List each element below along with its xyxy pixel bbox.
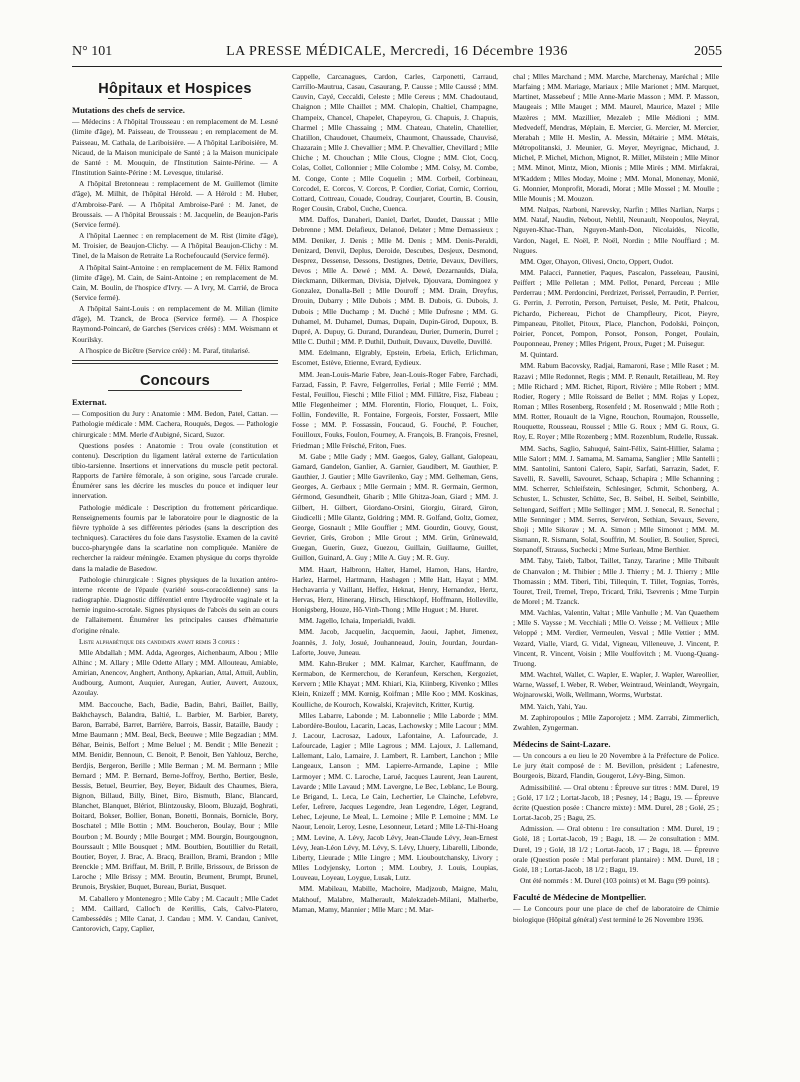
paragraph: A l'hôpital Saint-Louis : en remplacement de M. Milian (limite d'âge), M. Tzanck, de Broca (Service fermé). — A l'hospice Raymond-Poincaré, de Garches (Services créés) : MM. Weismann et Kourilsky. bbox=[72, 304, 278, 344]
paragraph: M. Caballero y Montenegro ; Mlle Caby ; M. Cacault ; Mlle Cadet ; MM. Caillard, Calloc'h de Kerillis, Cals, Calvo-Platero, Cambessédès ; Mlle Canat, J. Candau ; MM. V. Candau, Canivet, Cantorovich, Capy, Caplier, bbox=[72, 893, 278, 934]
paragraph: MM. Palacci, Pannetier, Paques, Pascalon, Passeleau, Pausini, Peiffert ; Mlle Pelletan ; MM. Pellot, Penard, Perceau ; Mlle Perderrau ; MM. Perdoncini, Perdrizet, Perissel, Perraudin, P. Perrier, G. Perrin, J. Perrotin, Person, Pertuiset, Pesle, M. Petit, Phalcou, Pichardo, Pichereau, Pichot de Champfleury, Picot, Pieyre, Pimpaneau, Pitollet, Pitoux, Place, Planchon, Podolski, Poinçon, Poirier, Poncet, Pompon, Ponsot, Ponson, Ponget, Poulain, Pouponneau, Preney ; Mlles Prigent, Proux, Puget ; M. Puisegur. bbox=[513, 267, 719, 349]
section-title-hopitaux: Hôpitaux et Hospices bbox=[98, 81, 252, 97]
paragraph: MM. Edelmann, Elgrably, Epstein, Erbeia, Erlich, Erlichman, Escomet, Estève, Etienne, Evrard, Eydieux. bbox=[292, 348, 498, 368]
paragraph: MM. Daffos, Danaheri, Daniel, Darlet, Daudet, Daussat ; Mlle Debrenne ; MM. Delafieux, Delanoé, Delater ; Mme Demassieux ; MM. Deniker, J. Denis ; Mlle M. Denis ; MM. Denis-Peraldi, Denizard, Denvil, Deplus, Deroide, Descubes, Desjeux, Desmond, Desprez, Dessense, Dessons, Destignes, Detrie, Devaux, Devillers, Devos ; Mlle A. Dewé ; MM. A. Dewé, Dezarnaulds, Diala, Dieckmann, Dilkerman, Divisia, Djelvek, Djouvara, Domingoez y Gonzalez, Donalla-Bell ; Mlle Douroff ; MM. Drain, Dreyfus, Drouin, Dubarry ; Mlle Dubois ; MM. B. Dubois, G. Dubois, J. Dubois ; Mlle Duchamp ; M. Duché ; Mlle Dufresne ; MM. G. Duhamel, M. Duhamel, Dumas, Dupain, Dupin-Girod, Dupoux, B. Dupré, A. Dupuy, G. Durand, Durandeau, Durier, Durnerin, Durrel ; Mlle C. Duthil ; MM. P. Duthil, Duthuit, Duvaux, Duvelle, Duvillé. bbox=[292, 215, 498, 347]
paragraph: Mlles Labarre, Labonde ; M. Labonnelie ; Mlle Laborde ; MM. Labordère-Boulou, Lacarin, Lacas, Lachowsky ; Mlle Lacour ; MM. J. Lacour, Lacrosaz, Ladoux, Lafontaine, A. Lafourcade, J. Lafourcade, Lagier ; Mlle Lagrous ; MM. Lajoux, J. Lallemand, Lallemant, Lalo, Lamaire, J. Lambert, R. Lambert, Lanchon ; Mlle Langeaux, Lanson ; MM. Lapierre-Armande, Lapine ; Mlle Larmoyer ; MM. C. Laroche, Larué, Jacques Laurent, Jean Laurent, Lavarde ; Mlle Lavaud ; MM. Lavergne, Le Bec, Leblanc, Le Bourg, Le Brigand, L. Leca, Le Cain, Lechertier, Le Clainche, Lefebvre, Lefer, Lefrere, Jacques Legendre, Jean Legendre, Léger, Legrand, Lehec, Lejeune, Le Meal, L. Lemoine ; Mlle P. Lemoine ; MM. Le Naour, Lenoir, Leroy, Lesne, Lesonneur, Letard ; Mlle Lê-Thi-Hoang ; MM. Levine, A. Lévy, Jacob Lévy, Jean-Claude Lévy, Jean-Ernest Lévy, Jean-Léon Lévy, M. Lévy, S. Lévy, Lhuery, Libarelli, Libonde, Liberty, Lieurade ; Mlle Lingre ; MM. Liouboutchansky, Livory ; Mlles Lodyjensky, Lorton ; MM. Loubry, J. Louis, Loupias, Louveau, Loyeau, Loygue, Lusak, Lutz. bbox=[292, 710, 498, 883]
subsection-mutations bbox=[72, 105, 278, 115]
paragraph: MM. Jacob, Jacquelin, Jacquemin, Jaoui, Japhet, Jimenez, Joannès, J. Joly, Josué, Jouhanneaud, Jouin, Jourdan, Jourdan-Laforte, Jouve, Juneau. bbox=[292, 627, 498, 657]
page-header bbox=[72, 44, 722, 66]
paragraph: MM. Wachtel, Wallet, C. Wapler, E. Wapler, J. Wapler, Wareollier, Warne, Wassef, I. Weber, R. Weber, Weintraud, Weinlandt, Weyrgain, Wojnarowski, Wolk, Wellmann, Worms, Wurbstat. bbox=[513, 670, 719, 700]
paragraph: — Le Concours pour une place de chef de laboratoire de Chimie biologique (Hôpital général) s'est terminé le 26 Novembre 1936. bbox=[513, 904, 719, 924]
paragraph: A l'hôpital Laennec : en remplacement de M. Rist (limite d'âge), M. Troisier, de Beaujon-Clichy. — A l'hôpital Beaujon-Clichy : M. Tinel, de la Maison de Retraite La Rochefoucauld (Service fermé). bbox=[72, 231, 278, 261]
paragraph: Liste alphabétique des candidats ayant remis 3 copies : bbox=[79, 636, 240, 646]
paragraph: M. Gabe ; Mlle Gady ; MM. Gaegos, Galey, Gallant, Galopeau, Gamard, Gandelon, Ganlier, A. Garnier, Gaudibert, M. Gauthier, P. Gauthier, J. Gautier ; Mlle Gavrilenko, Gay ; MM. Gelheman, Gens, Georges, A. Gerbaux ; Mlle Germain ; MM. R. Germain, Germon, Gérmond, Gesundheit, Gharib ; Mlle Ghitza-Joan, Giard ; MM. J. Gilbert, H. Gilbert, Giordano-Orsini, Giorgiu, Girard, Giron, Giudicelli ; Mlle Glantz, Goldring ; MM. R. Golfand, Goltz, Gomez, George, Gosnault ; Mlle Gouffier ; MM. Gourdin, Gouvy, Goust, Gevrier, Grès, Grobon ; Mlle Grout ; MM. Grün, Grünewald, Guegan, Guerin, Guez, Guezou, Guillain, Guillaume, Guillet, Guillon, Guinard, A. Guy ; Mlle A. Guy ; M. R. Guy. bbox=[292, 451, 498, 563]
paragraph: Pathologie médicale : Description du frottement péricardique. Renseignements fournis par le laboratoire pour le diagnostic de la fièvre typhoïde à ses différentes périodes (sans la description des techniques). Caractères du foie dans l'asystolie. Examen de la cavité bucco-pharyngée dans la scarlatine non compliquée. Manière de rechercher la raideur méningée. Examen physique du corps thyroïde dans la maladie de Basedow. bbox=[72, 502, 278, 573]
paragraph: MM. Yaich, Yahi, Yau. bbox=[520, 701, 588, 711]
paragraph: — Un concours a eu lieu le 20 Novembre à la Préfecture de Police. Le jury était composé de : M. Bevillon, président ; Lafenestre, Bourgeois, Bizard, Flandin, Gougerot, Lévy-Bing, Simon. bbox=[513, 751, 719, 781]
column-2 bbox=[292, 72, 498, 1077]
paragraph: A l'hôpital Bretonneau : remplacement de M. Guillemot (limite d'âge), M. Milhit, de l'hôpital Hérold. — A Hérold : M. Huber, d'Ambroise-Paré. — A l'hôpital Ambroise-Paré : M. Janet, de Broussais. — A l'hôpital Broussais : M. Jacquelin, de Beaujon-Paris (Service fermé). bbox=[72, 179, 278, 229]
page-number-right: 2055 bbox=[694, 44, 722, 59]
paragraph: MM. Oger, Ohayon, Olivesi, Oncto, Oppert, Oudot. bbox=[520, 256, 674, 266]
paragraph: MM. Jagello, Ichaia, Imperialdi, Ivaldi. bbox=[299, 616, 416, 626]
paragraph: chal ; Mlles Marchand ; MM. Marche, Marchenay, Maréchal ; Mlle Marfaing ; MM. Mariage, Mariaux ; Mlle Marionet ; MM. Marquet, Martinet, Massebeuf ; Mlle Anne-Marie Masson ; MM. P. Masson, Maugeais ; Mlle Mauget ; MM. Maurel, Maurice, Mazel ; Mlle Mazères ; MM. Mazillier, Mezaleb ; Mlle Médioni ; MM. Medvedeff, Mendras, Méplain, E. Mercier, G. Mercier, M. Mercier, Merabah ; Mlle H. Meslin, A. Messin, Métairie ; MM. Métais, Métropolitanski, J. Meunier, G. Meyer, Meyrignac, Michaud, J. Michel, P. Michel, Michon, Mignot, R. Millet, Milstein ; Mlle Minor ; MM. Minot, Mintz, Mion, Mionis ; Mlle Mirès ; MM. Mirfakrai, M'Kaddem ; Mlles Moday, Moine ; MM. Monal, Monenay, Monié, G. Monnier, Monprofit, Moradi, Morat ; Mlle Mossel ; M. Moulle ; Mlle Mounis ; M. Mouzon. bbox=[513, 72, 719, 203]
paragraph: M. Zaphiropoulos ; Mlle Zaporojetz ; MM. Zarrabi, Zimmerlich, Zwahlen, Zyngerman. bbox=[513, 712, 719, 732]
mutations-heading: Mutations des chefs de service. bbox=[72, 105, 185, 116]
paragraph: Pathologie chirurgicale : Signes physiques de la luxation antéro-interne récente de l'épaule (variété sous-coracoïdienne) sans la radiographie. Diagnostic différentiel entre l'hydrocèle vaginale et la hernie inguino-scrotale. Signes physiques de l'abcès du sein au cours de l'allaitement. Énumérer les principales causes d'hématurie d'origine rénale. bbox=[72, 574, 278, 635]
subsection-externat bbox=[72, 397, 278, 407]
paragraph: MM. Haart, Halbronn, Halter, Hamel, Hamon, Hans, Hardre, Harlez, Harmel, Hartmann, Hashagen ; Mlle Hatt, Hayat ; MM. Hechavarria y Vaillant, Heffez, Heknat, Henry, Hernandez, Hertz, Hervas, Herz, Hinerang, Hirsch, Hirschkopf, Hoffmann, Holleville, Honigsberg, Houze, Hô-Vinh-Thong ; Mlle Huguet ; M. Huret. bbox=[292, 564, 498, 615]
paragraph: MM. Nalpas, Narboni, Narevsky, Narfin ; Mlles Narlian, Narps ; MM. Nataf, Naudin, Nebout, Nehlil, Neunault, Neopoulos, Neyral, Nguyen-Khac-Than, Nguyen-Manh-Don, Nicolaidès, Nicolle, Vardon, Nagel, E. Noël, P. Noël, Nordin ; Mlle Nouffiard ; M. Nugues. bbox=[513, 205, 719, 255]
paragraph: Cappelle, Carcanagues, Cardon, Carles, Carponetti, Carraud, Carrillo-Mautrua, Casau, Casaurang, P. Causse ; Mlle Caussé ; MM. Cauvin, Cayé, Ceccaldi, Celeste ; Mlle Cereus ; MM. Chadoutaud, Chaignon ; Mlle Chaillet ; MM. Chalopin, Chaltiel, Champagne, Champeix, Chancel, Chapelet, Chapeyrou, G. Chapuis, J. Chapuis, Charmel ; Mlle Chassaing ; MM. Chateau, Chatelin, Chatellier, Chatillon, Chaudouet, Chaumeix, Chaumont, Chaussade, Chauvisé, Chazarain ; Mlle J. Chevallier ; MM. P. Chevallier, Chevillard ; Mlle Chiche ; M. Chouchan ; Mlle Clous, Clogne ; MM. Clot, Cocq, Colas, Collet, Collonnier ; Mlle Colombe ; MM. Colsy, M. Combe, M. Conge, Conte ; Mlle Coquelin ; MM. Corbeil, Corbineau, Corcodel, E. Corcos, V. Corcos, P. Cordier, Coriat, Cornic, Corriou, Cottard, Cottreau, Couade, Coudray, Courjaret, Courtin, B. Cousin, Roger Cousin, Crabol, Cuche, Cuenca. bbox=[292, 72, 498, 214]
paragraph: MM. Taby, Taieb, Talbot, Taillet, Tanzy, Tararine ; Mlle Thibault de Chanvalon ; M. Thibier ; Mlle J. Thierry ; M. J. Thierry ; Mlle Thomassin ; MM. Tiberi, Tibi, Tillequin, T. Tillet, Tognias, Torrès, Touret, Treil, Tremel, Trepo, Tricard, Triki, Tsevrenis ; Mme Turpin de Morel ; M. Tzanck. bbox=[513, 556, 719, 606]
paragraph: Admissibilité. — Oral obtenu : Épreuve sur titres : MM. Durel, 19 ; Golé, 17 1/2 ; Lortat-Jacob, 18 ; Pesney, 14 ; Bagu, 19. — Épreuve écrite (Question posée : Chancre mixte) : MM. Durel, 28 ; Golé, 25 ; Lortat-Jacob, 25 ; Bagu, 25. bbox=[513, 782, 719, 823]
section-underline bbox=[108, 98, 242, 99]
paragraph: MM. Vachlas, Valentin, Valtat ; Mlle Vanhulle ; M. Van Quaethem ; Mlle S. Vaysse ; M. Vecchiali ; Mlle O. Veisse ; M. Vellieux ; Mlle Veloppé ; MM. Verdier, Vermeulen, Vesval ; Mlle Vettier ; MM. Vezard, Vialle, Viard, G. Vidal, Vigneau, Villeneuve, J. Vincent, P. Vincent, R. Vincent, Voisin ; Mlle Voulfovitch ; M. Vuong-Quang-Truong. bbox=[513, 608, 719, 668]
paragraph: Ont été nommés : M. Durel (103 points) et M. Bagu (99 points). bbox=[520, 876, 710, 886]
paragraph: — Médecins : A l'hôpital Trousseau : en remplacement de M. Lesné (limite d'âge), M. Paisseau, de Trousseau ; en remplacement de M. Paisseau, M. Cathala, de Lariboisière. — A l'hôpital Lariboisière, M. Nicaud, de la Maison municipale de Santé ; à la Maison municipale de Santé : M. Mouquin, de l'Institution Sainte-Périne. — A l'Institution Sainte-Périne : M. Levesque, titularisé. bbox=[72, 117, 278, 178]
paragraph: Questions posées : Anatomie : Trou ovale (constitution et contenu). Description du ligament latéral externe de l'articulation tibio-tarsienne. Insertions et innervations du muscle petit pectoral. Rapports de l'artère fémorale, à son origine, sous l'arcade crurale. Énumérer sans les décrire les muscles du pouce et indiquer leur innervation. bbox=[72, 440, 278, 501]
paragraph: MM. Jean-Louis-Marie Fabre, Jean-Louis-Roger Fabre, Farchadi, Farzad, Fassin, P. Favre, Felgerrolles, Ferial ; Mlle Ferrié ; MM. Festal, Feuillou, Fieschi ; Mlle Filiol ; MM. Fillâtre, Fisz, Flabeau ; Mlle Flegenheimer ; MM. Florentin, Florio, Flouquet, L. Foix, Follin, Fondeville, R. Fontaine, Forgeois, Forster, Fossaert, Mlle Fosse ; MM. P. Fossassin, Foucaud, G. Fouché, P. Foucher, Fouilloux, Fouks, Foulon, Fourney, A. François, B. François, Fresnel, Friedman ; Mlle Frèsché, Friton, Fues. bbox=[292, 369, 498, 450]
externat-heading: Externat. bbox=[72, 397, 107, 408]
paragraph: Mlle Abdallah ; MM. Adda, Ageorges, Aichenbaum, Albou ; Mlle Alhinc ; M. Allary ; Mlle Odette Allary ; MM. Allouteau, Amiable, Amirian, Anencov, Anghert, Anthony, Apkarian, Attal, Attuil, Aublin, Audbourg, Aumont, Auquier, Auregan, Autier, Auvert, Auzoux, Azoulay. bbox=[72, 647, 278, 698]
paragraph: MM. Rabum Bacovsky, Radjai, Ramaroni, Rase ; Mlle Raset ; M. Razavi ; Mlle Redonnet, Regis ; MM. P. Renault, Retailleau, M. Rey ; Mlle Richard ; MM. Richet, Riport, Rivière ; Mlle Robert ; MM. Rodier, Rogery ; Mlle Roissard de Bellet ; MM. Rojas y Lopez, Roman ; Mlles Rosenberg, Rosenfeld ; M. Rosenwald ; Mlle Roth ; MM. Rotter, Rouault de la Vigne, Rouchon, Roumajon, Rousselle, Rouquette, Rousseau, Roussel ; Mlle G. Roux ; MM G. Roux, G. Roy, E. Royer ; Mlle Rozenberg ; MM. Rozenblum, Rudelle, Russak. bbox=[513, 361, 719, 442]
paragraph: — Composition du Jury : Anatomie : MM. Bedon, Patel, Cattan. — Pathologie médicale : MM. Cachera, Rouquès, Degos. — Pathologie chirurgicale : MM. Merle d'Aubigné, Sicard, Suzor. bbox=[72, 409, 278, 439]
header-rule bbox=[72, 66, 722, 67]
montpellier-heading: Faculté de Médecine de Montpellier. bbox=[513, 892, 647, 903]
column-1 bbox=[72, 72, 278, 1077]
paragraph: MM. Baccouche, Bach, Badie, Badin, Bahri, Baillet, Bailly, Bakhchaysch, Balandra, Baltié, L. Barbier, M. Barbier, Barety, Baron, Barrabé, Barret, Barrière, Barrois, Bassir, Bataille, Baudy ; Mme Baumann ; MM. Beal, Beck, Beeuwe ; Mlle Begzadian ; MM. Béhar, Beinis, Belfort ; Mme Beluel ; M. Bendit ; Mlle Benezit ; MM. Benidir, Bennoun, C. Benoit, P. Benoit, Ben Yahlouz, Berche, Berdjis, Bergeron, Berille ; Mlle Berman ; M. M. Bermann ; Mlle Bernard ; MM. P. Bernard, Berne-Joffroy, Bertho, Bertier, Besle, Bessis, Betuel, Beurrier, Bey, Beyer, Bidault des Chaumes, Biera, Bignon, Billaud, Billy, Binet, Biro, Bismuth, Blanc, Blancard, Blanchet, Blanquet, Blériot, Blintzousky, Bloom, Bluzajd, Boghrati, Boitard, Bokser, Bollier, Bonan, Bonetti, Bonnais, Bornicle, Bory, Boschatel ; Mlle Bottin ; MM. Boucheron, Boulay, Bour ; Mlle Bourbon ; M. Bourdy ; Mlle Bourget ; MM. Bourgin, Bourgougnon, Bourssault ; Mlle Bousquet ; MM. Boutbien, Boutillier du Retail, Boutier, Boyer, J. Brac, A. Bracq, Braillon, Brami, Brandon ; Mlle Brenckle ; MM. Briffaut, M. Brill, P. Brille, Brissoux, de Brisson de Laroche ; Mlle Brissy ; MM. Broutin, Brument, Brumpt, Brunel, Brunois, Bryskier, Buquet, Bureau, Buriat, Busquet. bbox=[72, 699, 278, 892]
column-3 bbox=[513, 72, 719, 1077]
section-title-concours: Concours bbox=[139, 372, 211, 389]
paragraph: A l'hospice de Bicêtre (Service créé) : M. Paraf, titularisé. bbox=[79, 345, 250, 355]
subsection-saint-lazare bbox=[513, 739, 719, 749]
saint-lazare-heading: Médecins de Saint-Lazare. bbox=[513, 739, 611, 749]
paragraph: MM. Mabileau, Mabille, Machoire, Madjzoub, Maigne, Malu, Makhouf, Malabre, Malherault, Malekzadeh-Milani, Malherbe, Maman, Mamy, Mannier ; Mlle Marc ; M. Mar- bbox=[292, 884, 498, 914]
paragraph: MM. Sachs, Saglio, Sahuqué, Saint-Félix, Saint-Hillier, Salama ; Mlle Salort ; MM. J. Samama, M. Samama, Sanglier ; Mlle Santelli ; MM. Santolini, Santoni Calero, Sapir, Sarfati, Sarrazin, Sadet, F. Savelli, R. Savelli, Savouret, Schaap, Schapira ; Mlle Schanning ; MM. Scherrer, Schleifstein, Schlesinger, Schmit, Schonberg, A. Schuster, L. Schuster, Schütte, Sec, B. Seibel, H. Seibel, Seinbille, Seltengard, Seiffert ; Mlle Sellinger ; MM. J. Senecal, R. Senechal ; Mlle Senninger ; MM. Serres, Servéron, Sethian, Sevaux, Severe, Shoji ; Mlle Sikorav ; M. A. Simon ; Mlle Simonot ; MM. M. Sismann, R. Sismann, Solal, Souffrin, M. Soulier, B. Soulier, Spreci, Stepanoff, Strauss, Suchecki ; Mme Surleau, Mme Berthier. bbox=[513, 443, 719, 555]
section-divider bbox=[72, 360, 278, 364]
subsection-montpellier bbox=[513, 892, 719, 902]
page-number: N° 101 bbox=[72, 44, 113, 59]
paragraph: A l'hôpital Saint-Antoine : en remplacement de M. Félix Ramond (limite d'âge), M. Cain, de Saint-Antoine ; en remplacement de M. Cain, M. Boulin, de l'hospice d'Ivry. — A Ivry, M. Carrié, de Broca (Service fermé). bbox=[72, 262, 278, 302]
paragraph: Admission. — Oral obtenu : 1re consultation : MM. Durel, 19 ; Golé, 18 ; Lortat-Jacob, 19 ; Bagu, 18. — 2e consultation : MM. Durel, 19 ; Golé, 18 1/2 ; Lortat-Jacob, 17 ; Bagu, 18. — Épreuve orale (Question posée : Mal perforant plantaire) : MM. Durel, 18 ; Golé, 18 ; Lortat-Jacob, 18 1/2 ; Bagu, 19. bbox=[513, 824, 719, 874]
paragraph: MM. Kahn-Bruker ; MM. Kalmar, Karcher, Kauffmann, de Kermabon, de Kermerchou, de Keranfeun, Kerschen, Kergoziet, Kervern ; Mlle Khayat ; MM. Khiari, Kia, Kiinberg, Kivenko ; Mlles Klein, Knizeff ; MM. Kœnig, Koifman ; Mlle Koo ; MM. Koskinas, Koulliche, de Kouroch, Kowalski, Krajevitch, Kritter, Kurtig. bbox=[292, 658, 498, 709]
journal-title: LA PRESSE MÉDICALE, Mercredi, 16 Décembre 1936 bbox=[226, 44, 568, 59]
paragraph: M. Quintard. bbox=[520, 350, 559, 360]
section-underline bbox=[108, 390, 242, 391]
